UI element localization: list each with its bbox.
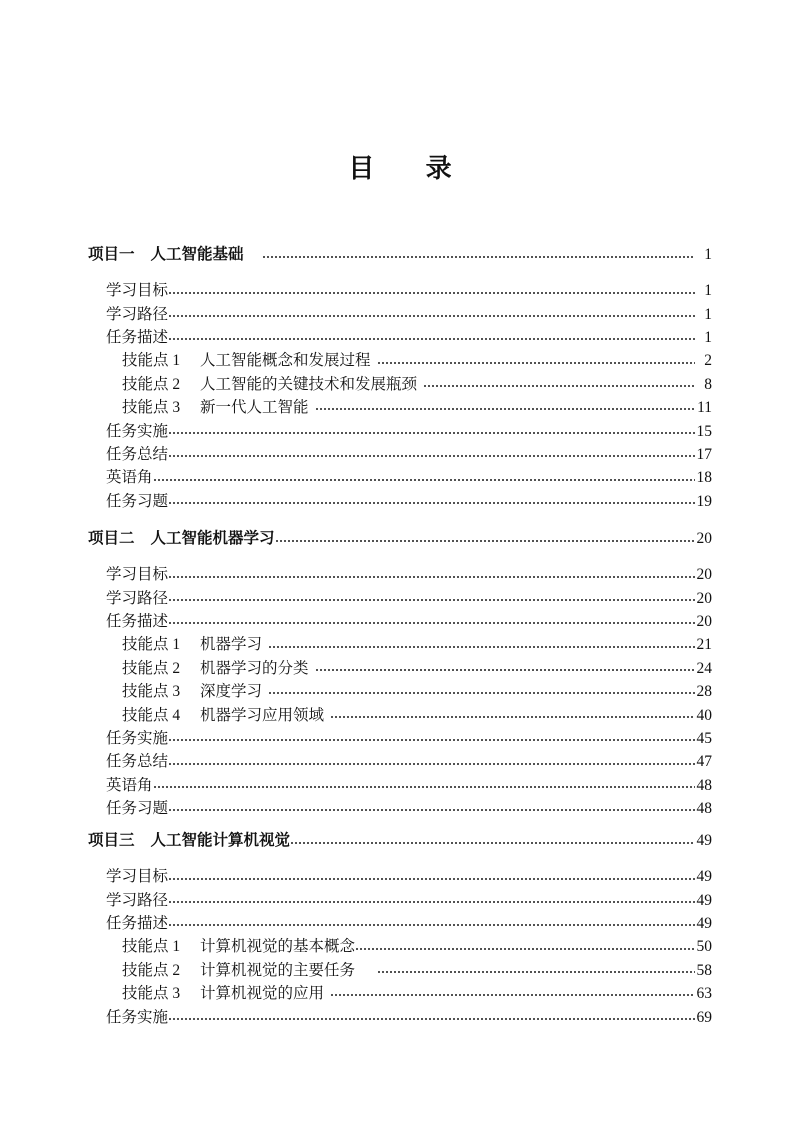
toc-entry bbox=[88, 443, 712, 466]
entry-title: 机器学习应用领域 bbox=[200, 706, 325, 724]
page-number: 49 bbox=[696, 868, 712, 886]
toc-skill-point bbox=[88, 982, 712, 1005]
dot-leader bbox=[168, 912, 695, 935]
toc-entry bbox=[88, 865, 712, 888]
entry-title: 计算机视觉的基本概念 bbox=[200, 938, 356, 956]
skill-point-number: 技能点 3 bbox=[122, 683, 181, 701]
page-number: 17 bbox=[696, 446, 712, 464]
page-number: 47 bbox=[696, 753, 712, 771]
dot-leader bbox=[330, 704, 695, 727]
page-number: 8 bbox=[704, 375, 712, 393]
page-number: 15 bbox=[696, 422, 712, 440]
entry-title: 任务描述 bbox=[106, 329, 169, 347]
dot-leader bbox=[268, 680, 695, 703]
entry-title: 人工智能的关键技术和发展瓶颈 bbox=[200, 375, 418, 393]
dot-leader bbox=[153, 466, 695, 489]
toc-entry bbox=[88, 279, 712, 302]
page-number: 48 bbox=[696, 800, 712, 818]
entry-title: 任务描述 bbox=[106, 613, 169, 631]
toc-skill-point bbox=[88, 704, 712, 727]
entry-title: 学习目标 bbox=[106, 868, 169, 886]
page-number: 49 bbox=[696, 891, 712, 909]
page-number: 1 bbox=[704, 282, 712, 300]
entry-title: 计算机视觉的主要任务 bbox=[200, 961, 356, 979]
toc-project-section bbox=[88, 243, 712, 513]
page-number: 63 bbox=[696, 985, 712, 1003]
dot-leader bbox=[355, 935, 695, 958]
dot-leader bbox=[377, 349, 695, 372]
toc-skill-point bbox=[88, 373, 712, 396]
skill-point-number: 技能点 4 bbox=[122, 706, 181, 724]
dot-leader bbox=[168, 420, 695, 443]
dot-leader bbox=[168, 889, 695, 912]
entry-title: 新一代人工智能 bbox=[200, 399, 309, 417]
skill-point-number: 技能点 1 bbox=[122, 352, 181, 370]
dot-leader bbox=[315, 396, 695, 419]
entry-title: 英语角 bbox=[106, 776, 153, 794]
page-number: 20 bbox=[696, 530, 712, 548]
page-number: 1 bbox=[704, 305, 712, 323]
project-title: 人工智能机器学习 bbox=[150, 530, 275, 548]
skill-point-number: 技能点 3 bbox=[122, 985, 181, 1003]
skill-point-number: 技能点 2 bbox=[122, 375, 181, 393]
entry-title: 深度学习 bbox=[200, 683, 263, 701]
entry-title: 任务实施 bbox=[106, 730, 169, 748]
project-number: 项目一 bbox=[88, 246, 135, 264]
dot-leader bbox=[423, 373, 695, 396]
dot-leader bbox=[168, 490, 695, 513]
toc-entry bbox=[88, 303, 712, 326]
toc-skill-point bbox=[88, 633, 712, 656]
toc-entry bbox=[88, 889, 712, 912]
page-number: 24 bbox=[696, 659, 712, 677]
toc-entry bbox=[88, 587, 712, 610]
dot-leader bbox=[168, 563, 695, 586]
toc-entry bbox=[88, 912, 712, 935]
dot-leader bbox=[168, 865, 695, 888]
dot-leader bbox=[290, 829, 695, 852]
toc-entry bbox=[88, 466, 712, 489]
dot-leader bbox=[377, 959, 695, 982]
dot-leader bbox=[315, 657, 695, 680]
page-number: 69 bbox=[696, 1008, 712, 1026]
project-title: 人工智能计算机视觉 bbox=[150, 832, 291, 850]
toc-entry bbox=[88, 326, 712, 349]
project-title: 人工智能基础 bbox=[150, 246, 244, 264]
page-number: 49 bbox=[696, 915, 712, 933]
entry-title: 学习路径 bbox=[106, 891, 169, 909]
page-number: 40 bbox=[696, 706, 712, 724]
entry-title: 英语角 bbox=[106, 469, 153, 487]
skill-point-number: 技能点 2 bbox=[122, 659, 181, 677]
toc-skill-point bbox=[88, 680, 712, 703]
page-number: 49 bbox=[696, 832, 712, 850]
project-number: 项目三 bbox=[88, 832, 135, 850]
toc-entry bbox=[88, 1006, 712, 1029]
page-number: 45 bbox=[696, 730, 712, 748]
entry-title: 任务习题 bbox=[106, 492, 169, 510]
page-number: 18 bbox=[696, 469, 712, 487]
page-number: 21 bbox=[696, 636, 712, 654]
entry-title: 机器学习的分类 bbox=[200, 659, 309, 677]
skill-point-number: 技能点 1 bbox=[122, 938, 181, 956]
entry-title: 学习目标 bbox=[106, 282, 169, 300]
dot-leader bbox=[268, 633, 695, 656]
toc-project-heading bbox=[88, 829, 712, 852]
dot-leader bbox=[168, 610, 695, 633]
entry-title: 任务描述 bbox=[106, 915, 169, 933]
entry-title: 任务习题 bbox=[106, 800, 169, 818]
entry-title: 任务总结 bbox=[106, 446, 169, 464]
entry-title: 机器学习 bbox=[200, 636, 263, 654]
page-number: 28 bbox=[696, 683, 712, 701]
project-number: 项目二 bbox=[88, 530, 135, 548]
dot-leader bbox=[168, 279, 695, 302]
toc-entry bbox=[88, 727, 712, 750]
page-number: 50 bbox=[696, 938, 712, 956]
dot-leader bbox=[168, 727, 695, 750]
skill-point-number: 技能点 3 bbox=[122, 399, 181, 417]
page-number: 19 bbox=[696, 492, 712, 510]
page-number: 20 bbox=[696, 613, 712, 631]
dot-leader bbox=[168, 303, 695, 326]
toc-skill-point bbox=[88, 349, 712, 372]
entry-title: 学习路径 bbox=[106, 589, 169, 607]
skill-point-number: 技能点 1 bbox=[122, 636, 181, 654]
page-number: 2 bbox=[704, 352, 712, 370]
toc-skill-point bbox=[88, 396, 712, 419]
page-number: 1 bbox=[704, 329, 712, 347]
page-number: 1 bbox=[704, 246, 712, 264]
toc-skill-point bbox=[88, 935, 712, 958]
toc-entry bbox=[88, 774, 712, 797]
dot-leader bbox=[330, 982, 695, 1005]
entry-title: 任务总结 bbox=[106, 753, 169, 771]
entry-title: 任务实施 bbox=[106, 422, 169, 440]
toc-skill-point bbox=[88, 959, 712, 982]
toc-entry bbox=[88, 610, 712, 633]
toc-project-heading bbox=[88, 527, 712, 550]
page-number: 20 bbox=[696, 589, 712, 607]
page-title: 目 录 bbox=[348, 153, 452, 183]
toc-entry bbox=[88, 750, 712, 773]
toc-project-heading bbox=[88, 243, 712, 266]
page-number: 58 bbox=[696, 961, 712, 979]
dot-leader bbox=[168, 750, 695, 773]
toc-project-section bbox=[88, 527, 712, 820]
toc-entry bbox=[88, 490, 712, 513]
entry-title: 人工智能概念和发展过程 bbox=[200, 352, 371, 370]
dot-leader bbox=[168, 1006, 695, 1029]
entry-title: 计算机视觉的应用 bbox=[200, 985, 325, 1003]
page-number: 20 bbox=[696, 566, 712, 584]
entry-title: 学习目标 bbox=[106, 566, 169, 584]
toc-entry bbox=[88, 797, 712, 820]
skill-point-number: 技能点 2 bbox=[122, 961, 181, 979]
dot-leader bbox=[168, 326, 695, 349]
entry-title: 学习路径 bbox=[106, 305, 169, 323]
page-number: 11 bbox=[697, 399, 712, 417]
dot-leader bbox=[168, 443, 695, 466]
entry-title: 任务实施 bbox=[106, 1008, 169, 1026]
page-number: 48 bbox=[696, 776, 712, 794]
dot-leader bbox=[262, 243, 695, 266]
toc-skill-point bbox=[88, 657, 712, 680]
dot-leader bbox=[153, 774, 695, 797]
toc-entry bbox=[88, 563, 712, 586]
dot-leader bbox=[168, 587, 695, 610]
dot-leader bbox=[275, 527, 695, 550]
toc-entry bbox=[88, 420, 712, 443]
toc-project-section bbox=[88, 829, 712, 1029]
dot-leader bbox=[168, 797, 695, 820]
